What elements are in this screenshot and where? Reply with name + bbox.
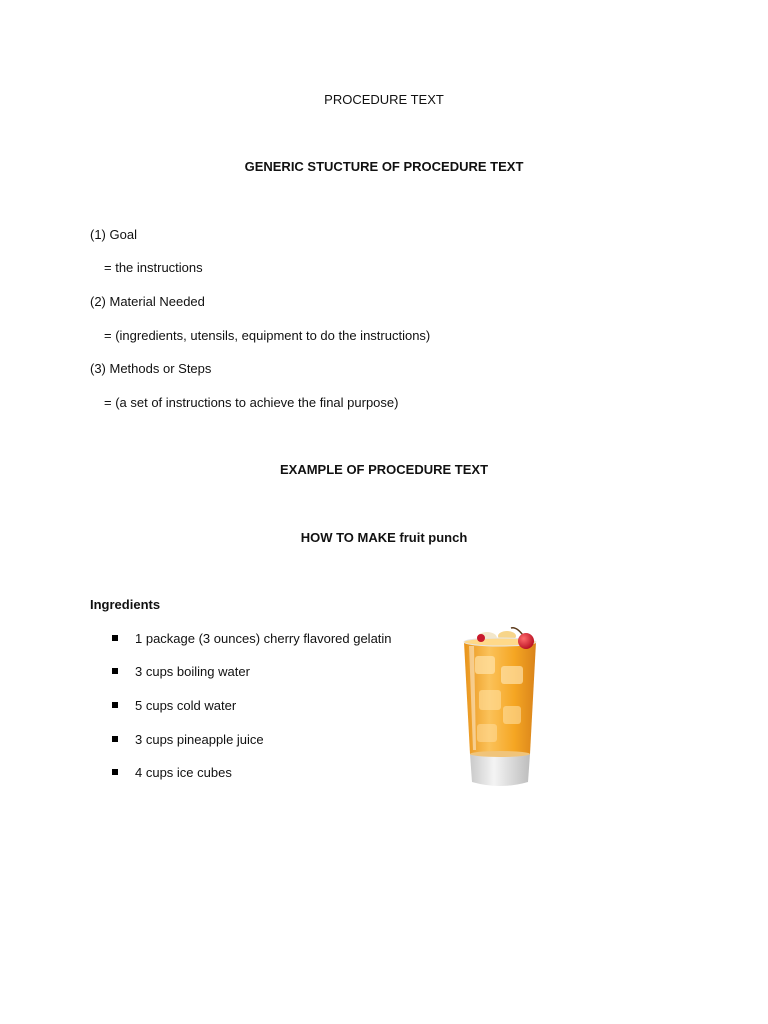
- square-bullet-icon: [112, 668, 118, 674]
- structure-material-desc: = (ingredients, utensils, equipment to do the instructions): [104, 328, 431, 343]
- page-title: PROCEDURE TEXT: [324, 92, 444, 107]
- ingredient-text: 4 cups ice cubes: [135, 765, 232, 780]
- ingredient-item: [112, 732, 264, 748]
- example-heading: EXAMPLE OF PROCEDURE TEXT: [279, 462, 489, 477]
- ingredient-item: [112, 698, 236, 714]
- ingredient-text: 1 package (3 ounces) cherry flavored gelatin: [135, 631, 392, 646]
- ingredient-item: [112, 631, 392, 647]
- structure-methods-label: (3) Methods or Steps: [90, 361, 212, 376]
- ingredient-text: 5 cups cold water: [135, 698, 237, 713]
- recipe-title: HOW TO MAKE fruit punch: [300, 530, 468, 545]
- structure-goal-desc: = the instructions: [104, 260, 203, 275]
- ingredient-text: 3 cups pineapple juice: [135, 732, 264, 747]
- structure-goal-label: (1) Goal: [90, 227, 137, 242]
- ingredient-item: [112, 664, 250, 680]
- square-bullet-icon: [112, 769, 118, 775]
- ingredients-heading: Ingredients: [90, 597, 161, 612]
- ingredient-item: [112, 765, 232, 781]
- ingredient-text: 3 cups boiling water: [135, 664, 250, 679]
- square-bullet-icon: [112, 736, 118, 742]
- structure-methods-desc: = (a set of instructions to achieve the final purpose): [104, 395, 399, 410]
- square-bullet-icon: [112, 702, 118, 708]
- structure-heading: GENERIC STUCTURE OF PROCEDURE TEXT: [244, 159, 524, 174]
- square-bullet-icon: [112, 635, 118, 641]
- fruit-punch-glass-image: [455, 624, 545, 792]
- structure-material-label: (2) Material Needed: [90, 294, 205, 309]
